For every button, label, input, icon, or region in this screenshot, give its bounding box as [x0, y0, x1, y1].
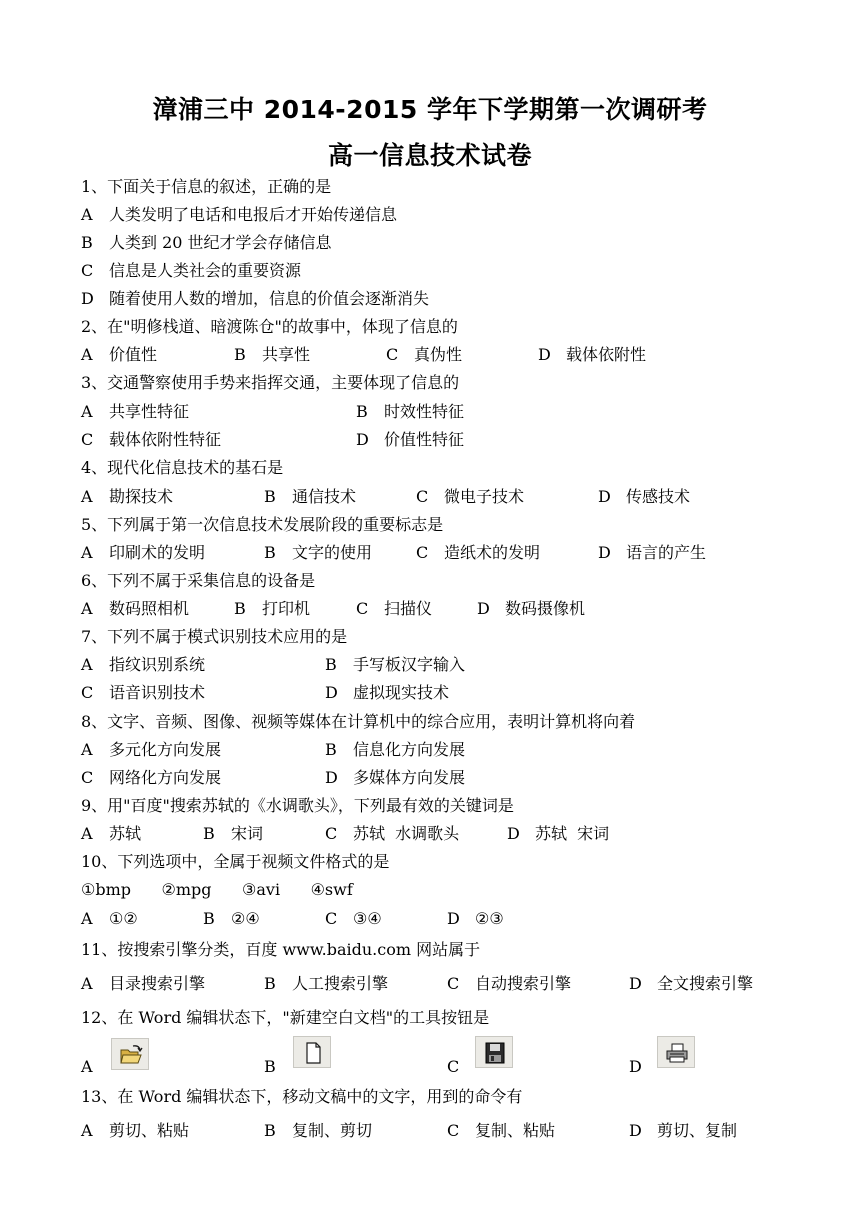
option-a: A 剪切、粘贴: [81, 1121, 190, 1140]
printer-icon: [657, 1036, 695, 1068]
option-c: C 载体依附性特征: [81, 430, 222, 449]
new-document-icon: [293, 1036, 331, 1068]
exam-subtitle: 高一信息技术试卷: [327, 141, 532, 170]
option-a: A 多元化方向发展: [81, 740, 222, 759]
option-a: A 数码照相机: [81, 599, 190, 618]
option-d: D ②③: [447, 909, 504, 928]
option-a: A 人类发明了电话和电报后才开始传递信息: [81, 205, 398, 224]
option-d: D 虚拟现实技术: [325, 683, 450, 702]
option-c: C 复制、粘贴: [447, 1121, 556, 1140]
option-d: D 载体依附性: [538, 345, 647, 364]
option-b: B 复制、剪切: [264, 1121, 373, 1140]
question-stem: 10、下列选项中，全属于视频文件格式的是: [81, 852, 390, 871]
option-a: A 价值性: [81, 345, 158, 364]
question-stem: 13、在 Word 编辑状态下，移动文稿中的文字，用到的命令有: [81, 1087, 523, 1106]
question-stem: 4、现代化信息技术的基石是: [81, 458, 284, 477]
option-d: D 数码摄像机: [477, 599, 586, 618]
option-d: D 随着使用人数的增加，信息的价值会逐渐消失: [81, 289, 430, 308]
option-a: A 印刷术的发明: [81, 543, 206, 562]
option-d: D 语言的产生: [598, 543, 707, 562]
option-b: B 通信技术: [264, 487, 357, 506]
option-c: C 苏轼 水调歌头: [325, 824, 460, 843]
option-a: A 苏轼: [81, 824, 142, 843]
option-d: D 全文搜索引擎: [629, 974, 754, 993]
option-b: B 人工搜索引擎: [264, 974, 389, 993]
question-stem: 7、下列不属于模式识别技术应用的是: [81, 627, 348, 646]
open-folder-icon: [111, 1038, 149, 1070]
option-b: B 时效性特征: [356, 402, 465, 421]
option-c: C 自动搜索引擎: [447, 974, 572, 993]
question-stem: 2、在"明修栈道、暗渡陈仓"的故事中，体现了信息的: [81, 317, 458, 336]
question-stem: 9、用"百度"搜索苏轼的《水调歌头》，下列最有效的关键词是: [81, 796, 514, 815]
option-c: C 扫描仪: [356, 599, 433, 618]
option-d: D 价值性特征: [356, 430, 465, 449]
option-c: C 网络化方向发展: [81, 768, 222, 787]
question-stem: 11、按搜索引擎分类，百度 www.baidu.com 网站属于: [81, 940, 481, 959]
option-b: B ②④: [203, 909, 260, 928]
question-stem: 1、下面关于信息的叙述，正确的是: [81, 177, 332, 196]
option-c: C 造纸术的发明: [416, 543, 541, 562]
question-stem: 3、交通警察使用手势来指挥交通，主要体现了信息的: [81, 373, 460, 392]
option-c: C 语音识别技术: [81, 683, 206, 702]
option-d-letter: D: [629, 1057, 642, 1076]
question-stem: 12、在 Word 编辑状态下，"新建空白文档"的工具按钮是: [81, 1008, 490, 1027]
option-b: B 共享性: [234, 345, 311, 364]
option-b: B 宋词: [203, 824, 264, 843]
option-b: B 文字的使用: [264, 543, 373, 562]
option-c: C ③④: [325, 909, 382, 928]
option-a: A 指纹识别系统: [81, 655, 206, 674]
option-b: B 打印机: [234, 599, 311, 618]
question-stem: 6、下列不属于采集信息的设备是: [81, 571, 316, 590]
option-d: D 剪切、复制: [629, 1121, 738, 1140]
option-a: A 目录搜索引擎: [81, 974, 206, 993]
option-b: B 信息化方向发展: [325, 740, 466, 759]
question-stem: 8、文字、音频、图像、视频等媒体在计算机中的综合应用，表明计算机将向着: [81, 712, 636, 731]
option-c: C 真伪性: [386, 345, 463, 364]
option-a: A ①②: [81, 909, 138, 928]
option-b-letter: B: [264, 1057, 276, 1076]
option-d: D 多媒体方向发展: [325, 768, 466, 787]
exam-title: 漳浦三中 2014-2015 学年下学期第一次调研考: [152, 95, 708, 124]
option-b: B 人类到 20 世纪才学会存储信息: [81, 233, 332, 252]
save-disk-icon: [475, 1036, 513, 1068]
option-a-letter: A: [81, 1057, 93, 1076]
option-d: D 苏轼 宋词: [507, 824, 610, 843]
option-b: B 手写板汉字输入: [325, 655, 466, 674]
format-list: ①bmp ②mpg ③avi ④swf: [81, 880, 353, 899]
option-a: A 勘探技术: [81, 487, 174, 506]
option-d: D 传感技术: [598, 487, 691, 506]
option-c: C 微电子技术: [416, 487, 525, 506]
option-a: A 共享性特征: [81, 402, 190, 421]
option-c-letter: C: [447, 1057, 460, 1076]
option-c: C 信息是人类社会的重要资源: [81, 261, 302, 280]
question-stem: 5、下列属于第一次信息技术发展阶段的重要标志是: [81, 515, 444, 534]
